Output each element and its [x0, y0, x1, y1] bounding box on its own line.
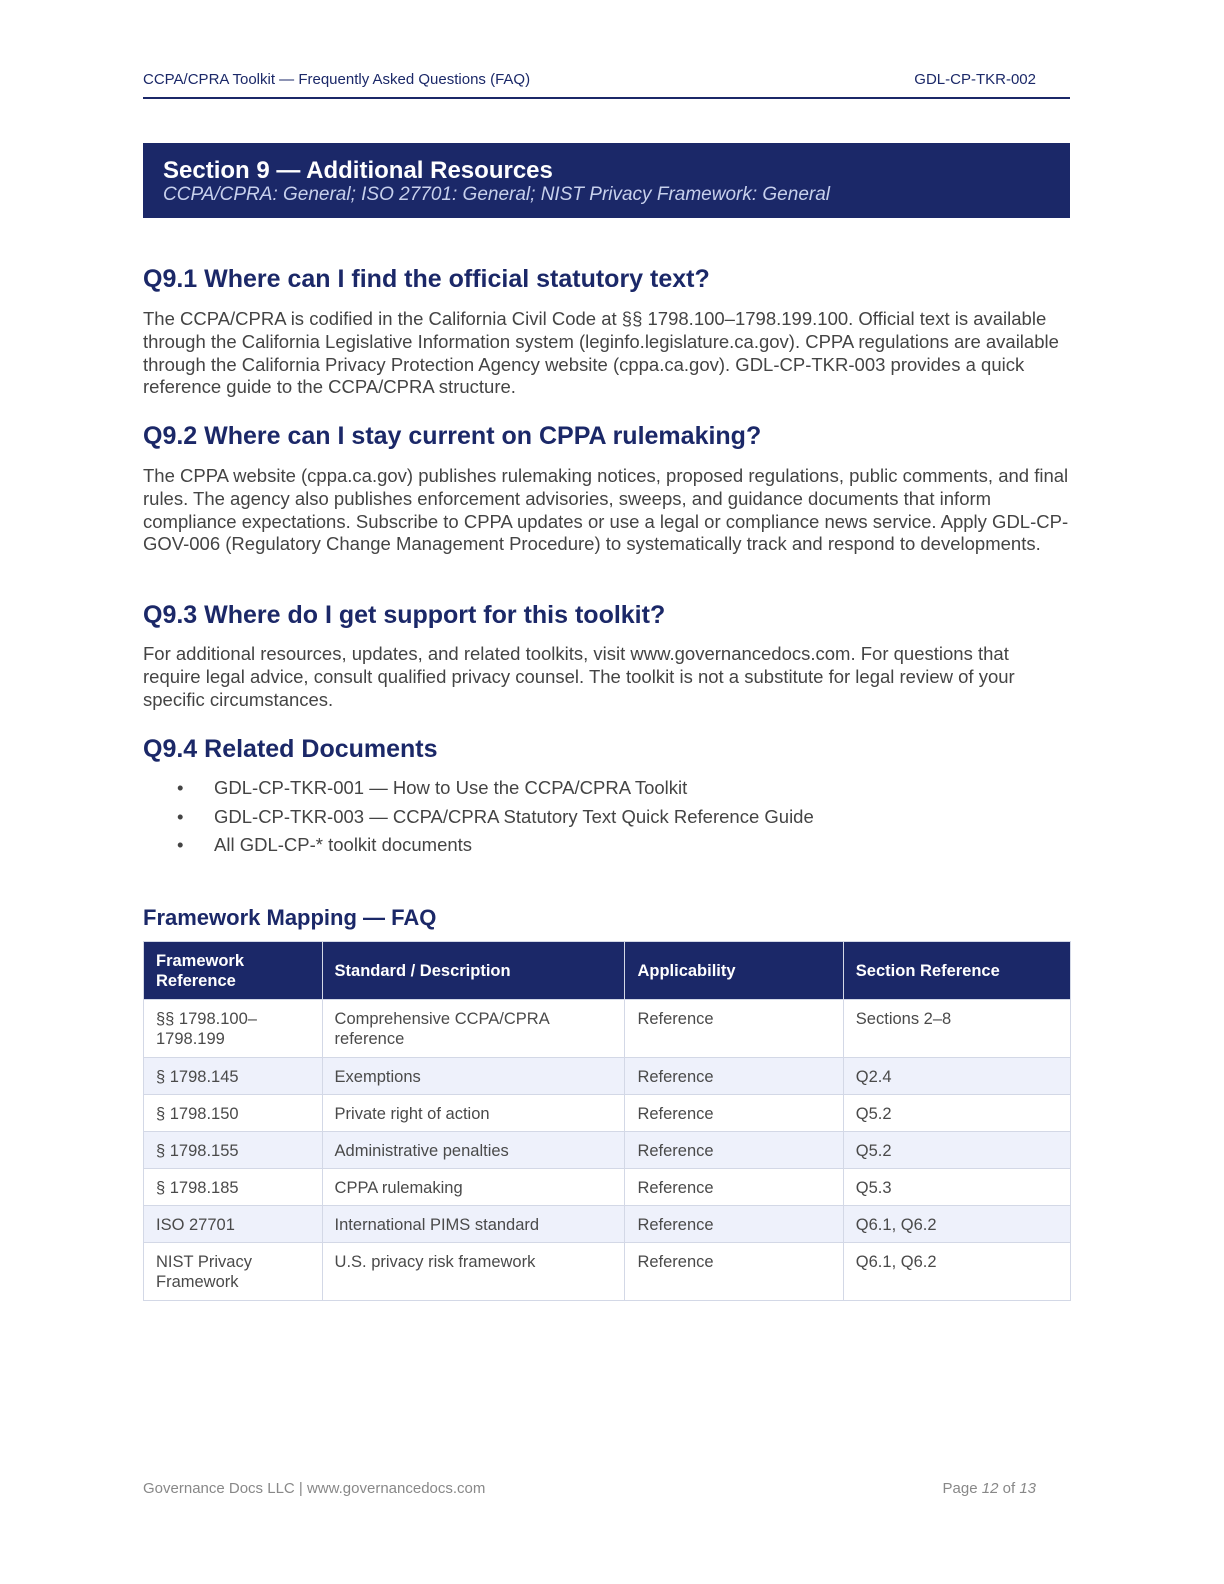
table-cell: § 1798.185	[144, 1169, 323, 1206]
table-cell: Reference	[625, 1169, 843, 1206]
table-cell: Exemptions	[322, 1058, 625, 1095]
related-document-label: GDL-CP-TKR-001 — How to Use the CCPA/CPRA Toolkit	[214, 777, 688, 798]
related-document-label: GDL-CP-TKR-003 — CCPA/CPRA Statutory Text Quick Reference Guide	[214, 805, 814, 827]
framework-mapping-table	[143, 941, 1071, 1301]
table-cell: Administrative penalties	[322, 1132, 625, 1169]
column-header: Applicability	[625, 942, 843, 1000]
table-cell: U.S. privacy risk framework	[322, 1243, 625, 1301]
table-cell: Sections 2–8	[843, 1000, 1070, 1058]
table-cell: § 1798.155	[144, 1132, 323, 1169]
bullet-icon: •	[177, 777, 184, 798]
table-row	[144, 1000, 1071, 1058]
table-cell: Q2.4	[843, 1058, 1070, 1095]
table-cell: Q5.2	[843, 1095, 1070, 1132]
footer-company: Governance Docs LLC | www.governancedocs.com	[143, 1480, 486, 1497]
page-header	[143, 70, 1070, 99]
column-header: Standard / Description	[322, 942, 625, 1000]
question-heading-q9-4: Q9.4 Related Documents	[143, 735, 438, 763]
table-row	[144, 1169, 1071, 1206]
table-cell: Reference	[625, 1243, 843, 1301]
table-cell: International PIMS standard	[322, 1206, 625, 1243]
question-heading-q9-1: Q9.1 Where can I find the official statutory text?	[143, 265, 710, 293]
table-row	[144, 1058, 1071, 1095]
table-row	[144, 1132, 1071, 1169]
page-number	[943, 1480, 1036, 1497]
related-document-label: All GDL-CP-* toolkit documents	[214, 834, 473, 855]
question-heading-q9-2: Q9.2 Where can I stay current on CPPA rulemaking?	[143, 422, 762, 450]
table-row	[144, 1095, 1071, 1132]
question-heading-q9-3: Q9.3 Where do I get support for this toolkit?	[143, 601, 666, 629]
table-row	[144, 1243, 1071, 1301]
question-answer-q9-3: For additional resources, updates, and related toolkits, visit www.governancedocs.com. For questions that require legal advice, consult qualified privacy counsel. The toolkit is not a substitute for legal review of your specific circumstances.	[143, 643, 1015, 710]
table-cell: Comprehensive CCPA/CPRA reference	[322, 1000, 625, 1058]
table-cell: Q5.2	[843, 1132, 1070, 1169]
table-cell: CPPA rulemaking	[322, 1169, 625, 1206]
related-documents-list	[143, 775, 1070, 861]
table-cell: Reference	[625, 1095, 843, 1132]
page-prefix: Page	[942, 1480, 978, 1497]
column-header: Framework Reference	[144, 942, 323, 1000]
table-cell: § 1798.150	[144, 1095, 323, 1132]
table-cell: NIST Privacy Framework	[144, 1243, 323, 1301]
bullet-icon: •	[177, 805, 184, 827]
table-cell: Reference	[625, 1132, 843, 1169]
table-cell: § 1798.145	[144, 1058, 323, 1095]
header-doc-id: GDL-CP-TKR-002	[914, 71, 1036, 88]
page-of: of	[1002, 1480, 1016, 1497]
table-cell: Private right of action	[322, 1095, 625, 1132]
section-banner	[143, 143, 1070, 218]
section-title: Section 9 — Additional Resources	[163, 157, 553, 184]
column-header: Section Reference	[843, 942, 1070, 1000]
section-subtitle: CCPA/CPRA: General; ISO 27701: General; NIST Privacy Framework: General	[163, 184, 830, 205]
table-cell: Q6.1, Q6.2	[843, 1206, 1070, 1243]
list-item	[143, 775, 1070, 804]
table-header-row	[144, 942, 1071, 1000]
table-cell: Reference	[625, 1000, 843, 1058]
mapping-title: Framework Mapping — FAQ	[143, 905, 437, 930]
table-cell: Reference	[625, 1058, 843, 1095]
bullet-icon: •	[177, 834, 184, 855]
list-item	[143, 832, 1070, 861]
table-cell: ISO 27701	[144, 1206, 323, 1243]
table-cell: Q6.1, Q6.2	[843, 1243, 1070, 1301]
page-current: 12	[981, 1480, 999, 1497]
header-title: CCPA/CPRA Toolkit — Frequently Asked Questions (FAQ)	[143, 71, 531, 88]
list-item	[143, 804, 1070, 833]
table-cell: Reference	[625, 1206, 843, 1243]
question-answer-q9-2: The CPPA website (cppa.ca.gov) publishes rulemaking notices, proposed regulations, public comments, and final rules. The agency also publishes enforcement advisories, sweeps, and guidance documents that inform compliance expectations. Subscribe to CPPA updates or use a legal or compliance news service. Apply GDL-CP-GOV-006 (Regulatory Change Management Procedure) to systematically track and respond to developments.	[143, 465, 1069, 555]
question-answer-q9-1: The CCPA/CPRA is codified in the California Civil Code at §§ 1798.100–1798.199.100. Official text is available through the California Legislative Information system (leginfo.legislature.ca.gov). CPPA regulations are available through the California Privacy Protection Agency website (cppa.ca.gov). GDL-CP-TKR-003 provides a quick reference guide to the CCPA/CPRA structure.	[143, 308, 1059, 398]
table-row	[144, 1206, 1071, 1243]
table-cell: Q5.3	[843, 1169, 1070, 1206]
page-total: 13	[1019, 1480, 1036, 1497]
table-cell: §§ 1798.100–1798.199	[144, 1000, 323, 1058]
